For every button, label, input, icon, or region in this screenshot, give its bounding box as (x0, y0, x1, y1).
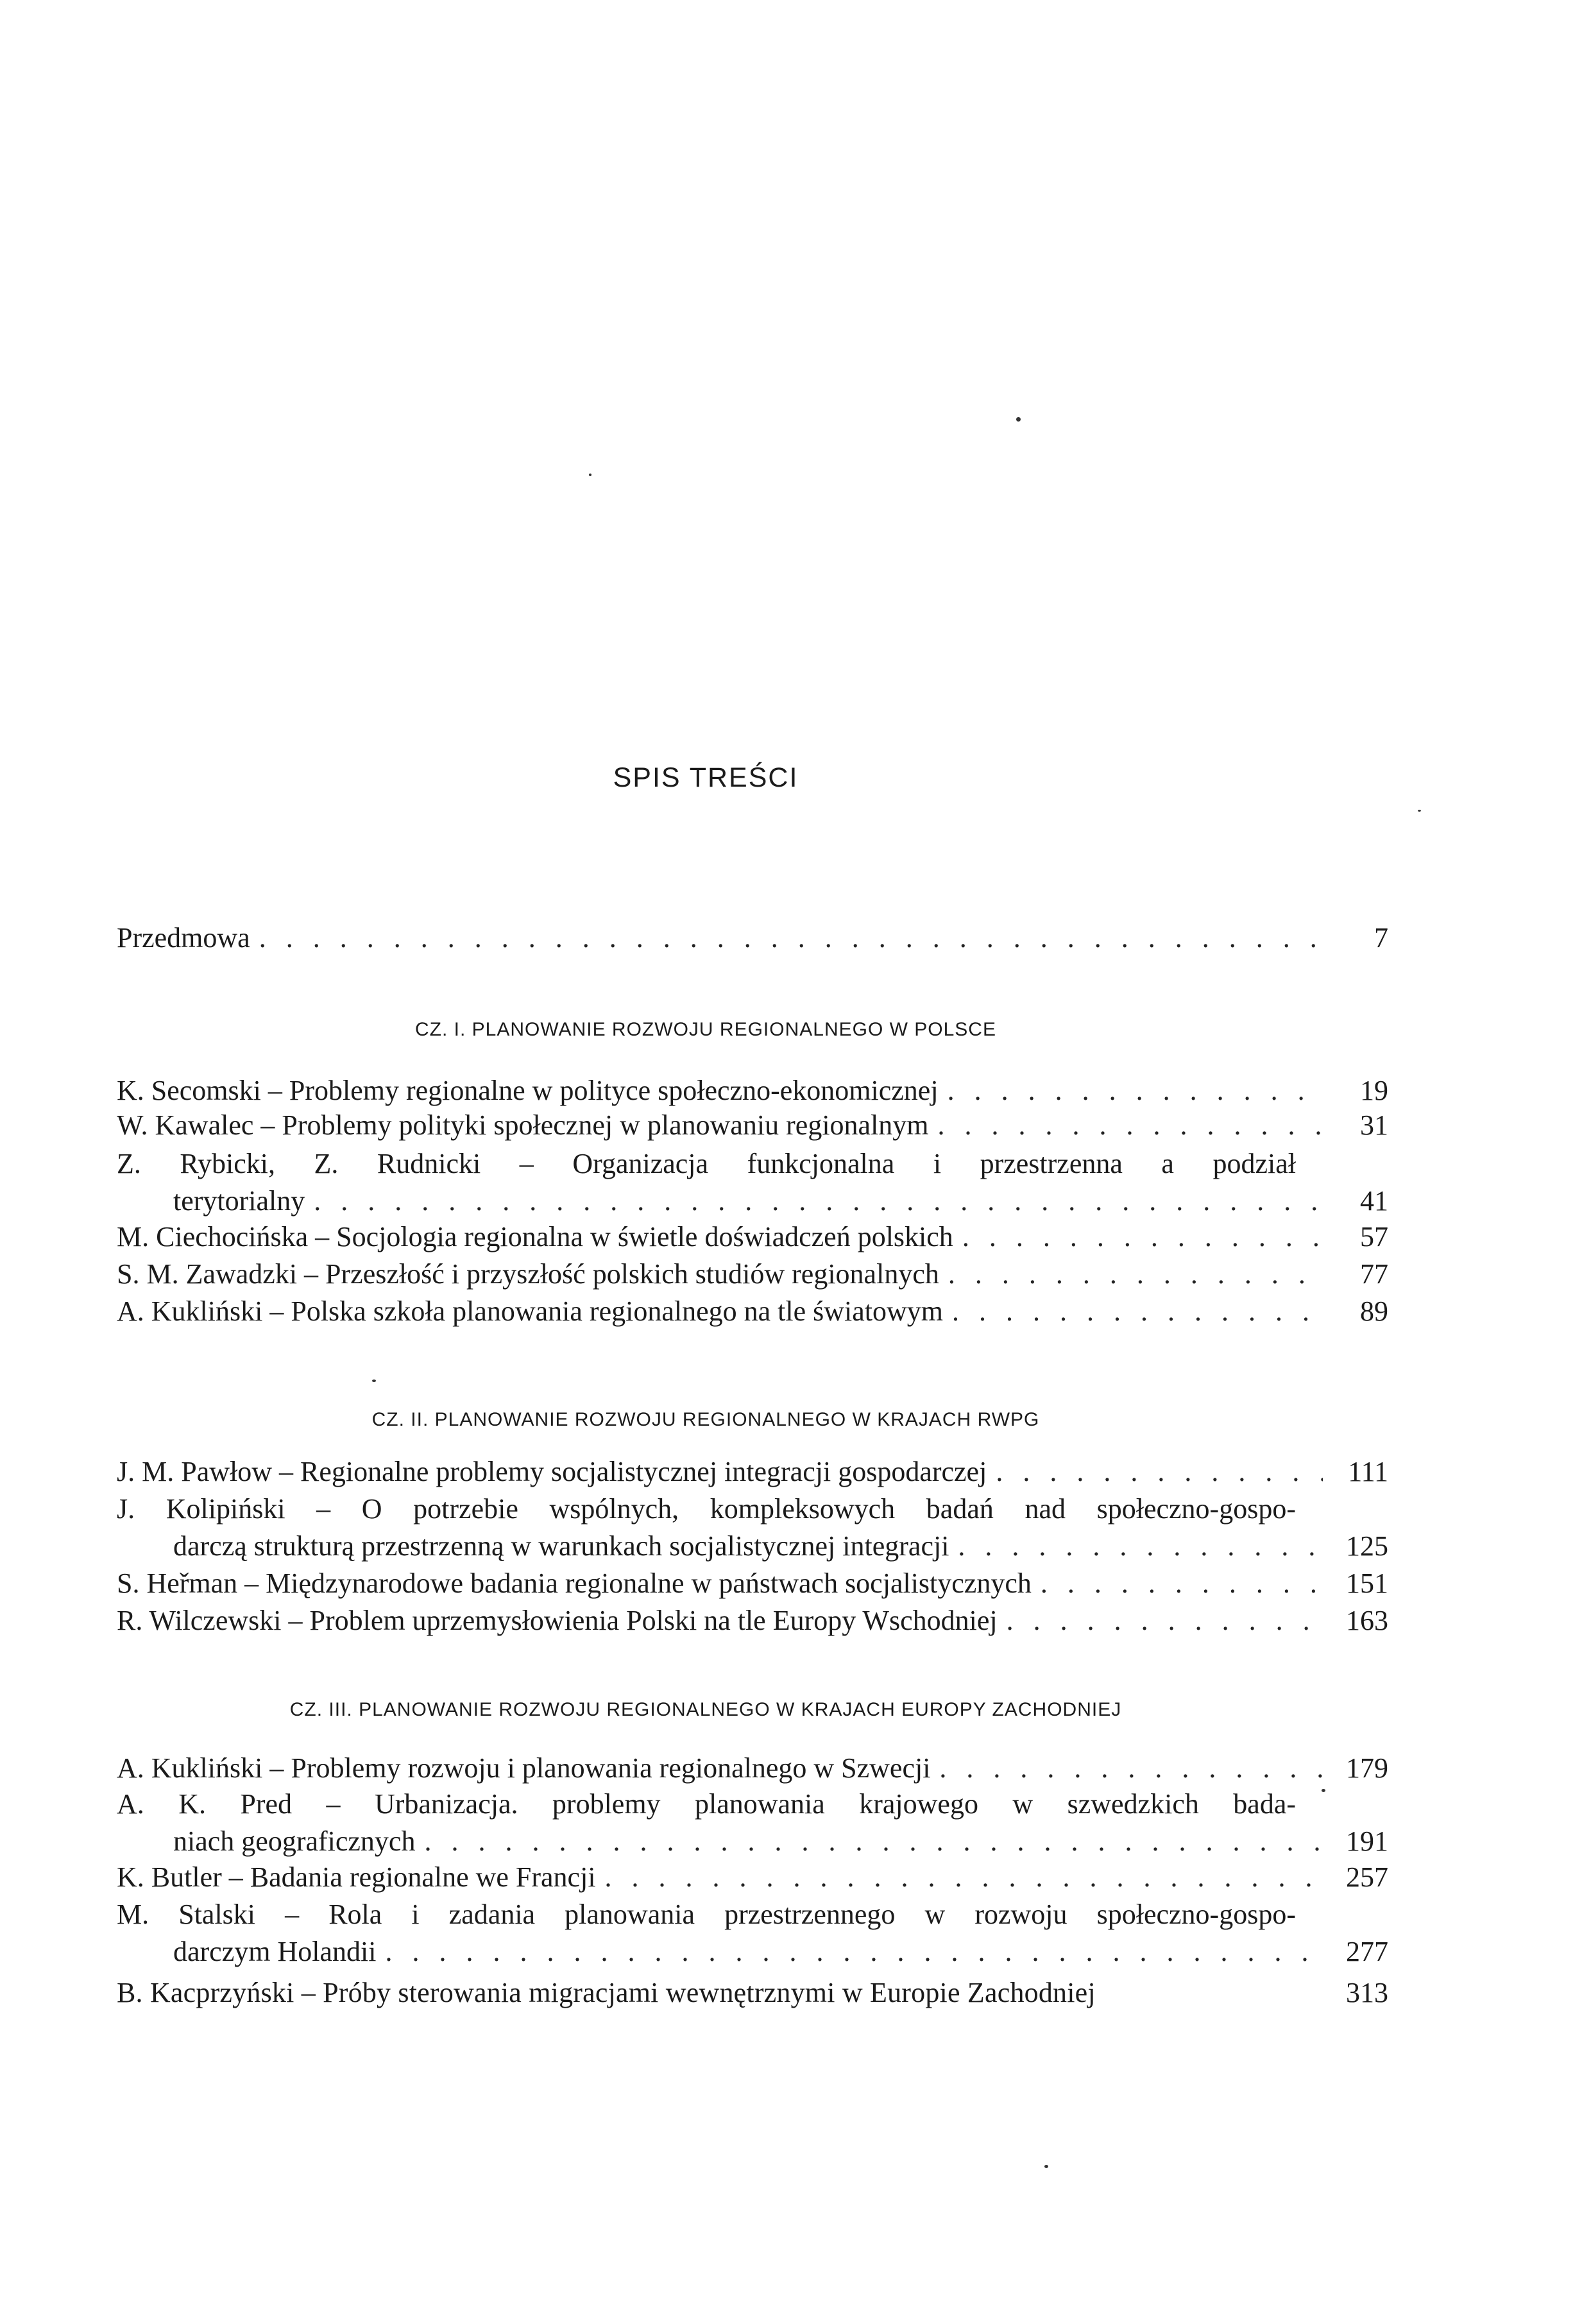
entry-page: 277 (1346, 1936, 1388, 1967)
entry-page: 313 (1346, 1977, 1388, 2008)
entry-title: J. Kolipiński – O potrzebie wspólnych, kompleksowych badań nad społeczno-gospo- (117, 1493, 1296, 1525)
leader-dots (948, 1256, 1323, 1292)
leader-dots (962, 1219, 1323, 1255)
toc-entry (117, 1603, 1388, 1640)
leader-dots (1041, 1566, 1323, 1602)
toc-entry (117, 1219, 1388, 1256)
entry-title: J. M. Pawłow – Regionalne problemy socjalistycznej integracji gospodarczej (117, 1456, 987, 1487)
toc-entry (117, 1107, 1388, 1145)
entry-page: 7 (1374, 922, 1388, 953)
entry-page: 57 (1360, 1221, 1388, 1252)
leader-dots (939, 1750, 1323, 1786)
entry-page: 257 (1346, 1861, 1388, 1893)
entry-title: K. Secomski – Problemy regionalne w polityce społeczno-ekonomicznej (117, 1075, 939, 1106)
section-heading: CZ. I. PLANOWANIE ROZWOJU REGIONALNEGO W POLSCE (415, 1019, 996, 1040)
entry-title: A. K. Pred – Urbanizacja. problemy planowania krajowego w szwedzkich bada- (117, 1788, 1296, 1820)
entry-page: 191 (1346, 1825, 1388, 1857)
toc-entry (117, 1975, 1388, 2012)
entry-title: W. Kawalec – Problemy polityki społecznej w planowaniu regionalnym (117, 1109, 929, 1141)
leader-dots (1007, 1603, 1323, 1639)
entry-page: 163 (1346, 1605, 1388, 1636)
toc-entry (117, 1897, 1388, 1971)
toc-entry (117, 1146, 1388, 1220)
leader-dots (958, 1528, 1323, 1564)
toc-entry (117, 1750, 1388, 1788)
section-heading: CZ. II. PLANOWANIE ROZWOJU REGIONALNEGO W KRAJACH RWPG (371, 1409, 1040, 1430)
section-heading: CZ. III. PLANOWANIE ROZWOJU REGIONALNEGO W KRAJACH EUROPY ZACHODNIEJ (289, 1699, 1122, 1720)
entry-title-continued: terytorialny (173, 1185, 305, 1217)
entry-title: S. M. Zawadzki – Przeszłość i przyszłość polskich studiów regionalnych (117, 1258, 939, 1290)
toc-entry (117, 1256, 1388, 1294)
leader-dots (605, 1859, 1323, 1895)
page-title: SPIS TREŚCI (613, 762, 799, 793)
entry-title-continued: darczym Holandii (173, 1936, 377, 1967)
scan-speck (1418, 810, 1421, 812)
entry-page: 125 (1346, 1530, 1388, 1562)
scan-speck (1044, 2165, 1048, 2168)
scan-speck (589, 474, 591, 476)
leader-dots (314, 1183, 1323, 1219)
leader-dots (259, 920, 1323, 956)
entry-page: 77 (1360, 1258, 1388, 1290)
toc-entry (117, 1491, 1388, 1566)
entry-title: K. Butler – Badania regionalne we Francji (117, 1861, 596, 1893)
toc-entry (117, 1454, 1388, 1491)
entry-title: B. Kacprzyński – Próby sterowania migracjami wewnętrznymi w Europie Zachodniej (117, 1977, 1096, 2008)
entry-title: Przedmowa (117, 922, 250, 953)
toc-entry (117, 1859, 1388, 1897)
entry-page: 41 (1360, 1185, 1388, 1217)
entry-title-continued: niach geograficznych (173, 1825, 416, 1857)
entry-page: 31 (1360, 1109, 1388, 1141)
toc-entry (117, 1294, 1388, 1331)
toc-entry (117, 1073, 1388, 1110)
entry-page: 111 (1348, 1456, 1388, 1487)
entry-page: 89 (1360, 1295, 1388, 1327)
scan-speck (1016, 417, 1021, 422)
toc-entry (117, 1566, 1388, 1603)
leader-dots (948, 1073, 1323, 1109)
leader-dots (996, 1454, 1323, 1490)
entry-title: R. Wilczewski – Problem uprzemysłowienia Polski na tle Europy Wschodniej (117, 1605, 998, 1636)
entry-page: 179 (1346, 1752, 1388, 1784)
entry-title-continued: darczą strukturą przestrzenną w warunkach socjalistycznej integracji (173, 1530, 949, 1562)
entry-page: 19 (1360, 1075, 1388, 1106)
entry-title: Z. Rybicki, Z. Rudnicki – Organizacja funkcjonalna i przestrzenna a podział (117, 1148, 1296, 1179)
leader-dots (938, 1107, 1323, 1143)
entry-title: A. Kukliński – Problemy rozwoju i planowania regionalnego w Szwecji (117, 1752, 931, 1784)
scan-speck (372, 1380, 376, 1382)
toc-entry (117, 1786, 1388, 1861)
leader-dots (385, 1934, 1323, 1970)
leader-dots (424, 1824, 1323, 1859)
entry-title: S. Heřman – Międzynarodowe badania regionalne w państwach socjalistycznych (117, 1568, 1032, 1599)
entry-title: M. Ciechocińska – Socjologia regionalna w świetle doświadczeń polskich (117, 1221, 953, 1252)
scan-speck (1322, 1789, 1325, 1792)
leader-dots (952, 1294, 1323, 1329)
entry-title: A. Kukliński – Polska szkoła planowania regionalnego na tle światowym (117, 1295, 943, 1327)
entry-title: M. Stalski – Rola i zadania planowania przestrzennego w rozwoju społeczno-gospo- (117, 1899, 1296, 1930)
entry-page: 151 (1346, 1568, 1388, 1599)
